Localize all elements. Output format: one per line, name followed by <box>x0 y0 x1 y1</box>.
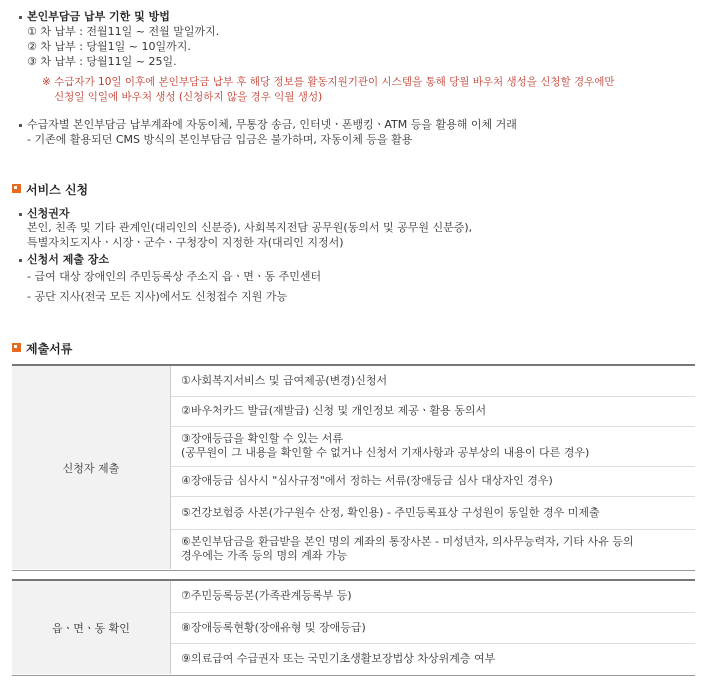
doc-row <box>171 581 696 612</box>
doc-text: ⑦주민등록등본(가족관계등록부 등) <box>181 589 352 603</box>
payment-note-line-1: ※ 수급자가 10일 이후에 본인부담금 납부 후 해당 정보를 활동지원기관이 시스템을 통해 당월 바우처 생성을 신청할 경우에만 <box>42 76 615 88</box>
bullet-square <box>19 213 22 216</box>
applicant-title: 신청권자 <box>27 207 70 220</box>
doc-row <box>171 529 696 569</box>
doc-row <box>171 396 696 426</box>
place-title: 신청서 제출 장소 <box>27 253 110 266</box>
documents-table-office <box>12 581 695 674</box>
payment-item-1: ① 차 납부 : 전월11일 ~ 전월 말일까지. <box>27 25 220 38</box>
group-label-applicant: 신청자 제출 <box>12 366 171 569</box>
payment-cms-note: - 기존에 활용되던 CMS 방식의 본인부담금 입금은 불가하며, 자동이체 등을 활용 <box>27 133 413 146</box>
doc-text: ④장애등급 심사시 "심사규정"에서 정하는 서류(장애등급 심사 대상자인 경우) <box>181 474 553 487</box>
doc-row <box>171 496 696 529</box>
bullet-square <box>19 124 22 127</box>
place-line-1: - 급여 대상 장애인의 주민등록상 주소지 읍ㆍ면ㆍ동 주민센터 <box>27 270 322 283</box>
doc-text: ③장애등급을 확인할 수 있는 서류 <box>181 432 343 445</box>
documents-table-applicant <box>12 366 695 569</box>
doc-text: ⑧장애등록현황(장애유형 및 장애등급) <box>181 620 366 634</box>
doc-row <box>171 366 696 396</box>
payment-auto-transfer: 수급자별 본인부담금 납부계좌에 자동이체, 무통장 송금, 인터넷ㆍ폰뱅킹ㆍATM 등을 활용해 이체 거래 <box>27 118 517 131</box>
payment-title: 본인부담금 납부 기한 및 방법 <box>27 10 170 23</box>
payment-note-line-2: 신청일 익일에 바우처 생성 (신청하지 않을 경우 익월 생성) <box>54 91 323 103</box>
payment-item-3: ③ 차 납부 : 당월11일 ~ 25일. <box>27 55 177 68</box>
section-icon <box>12 343 21 352</box>
doc-text: (공무원이 그 내용을 확인할 수 없거나 신청서 기재사항과 공부상의 내용이 다른 경우) <box>181 446 590 459</box>
doc-text: 경우에는 가족 등의 명의 계좌 가능 <box>181 549 348 563</box>
doc-text: ⑥본인부담금을 환급받을 본인 명의 계좌의 통장사본 - 미성년자, 의사무능력자, 기타 사유 등의 <box>181 535 634 549</box>
doc-row <box>171 426 696 466</box>
doc-text: ②바우처카드 발급(재발급) 신청 및 개인정보 제공ㆍ활용 동의서 <box>181 404 487 417</box>
table-bottom-border <box>12 675 695 676</box>
applicant-line-1: 본인, 친족 및 기타 관계인(대리인의 신분증), 사회복지전담 공무원(동의서 및 공무원 신분증), <box>27 221 473 234</box>
bullet-square <box>19 259 22 262</box>
documents-section-title: 제출서류 <box>26 342 73 356</box>
place-line-2: - 공단 지사(전국 모든 지사)에서도 신청접수 지원 가능 <box>27 290 288 303</box>
doc-row <box>171 643 696 674</box>
applicant-line-2: 특별자치도지사ㆍ시장ㆍ군수ㆍ구청장이 지정한 자(대리인 지정서) <box>27 236 344 249</box>
service-section-title: 서비스 신청 <box>26 183 89 197</box>
doc-row <box>171 612 696 643</box>
table-bottom-border <box>12 570 695 571</box>
payment-item-2: ② 차 납부 : 당월1일 ~ 10일까지. <box>27 40 191 53</box>
bullet-square <box>19 16 22 19</box>
doc-text: ⑨의료급여 수급권자 또는 국민기초생활보장법상 차상위계층 여부 <box>181 651 496 665</box>
section-icon <box>12 184 21 193</box>
doc-text: ①사회복지서비스 및 급여제공(변경)신청서 <box>181 373 388 387</box>
doc-text: ⑤건강보험증 사본(가구원수 산정, 확인용) - 주민등록표상 구성원이 동일한 경우 미제출 <box>181 505 600 519</box>
group-label-office: 읍ㆍ면ㆍ동 확인 <box>12 581 171 674</box>
doc-row <box>171 466 696 496</box>
